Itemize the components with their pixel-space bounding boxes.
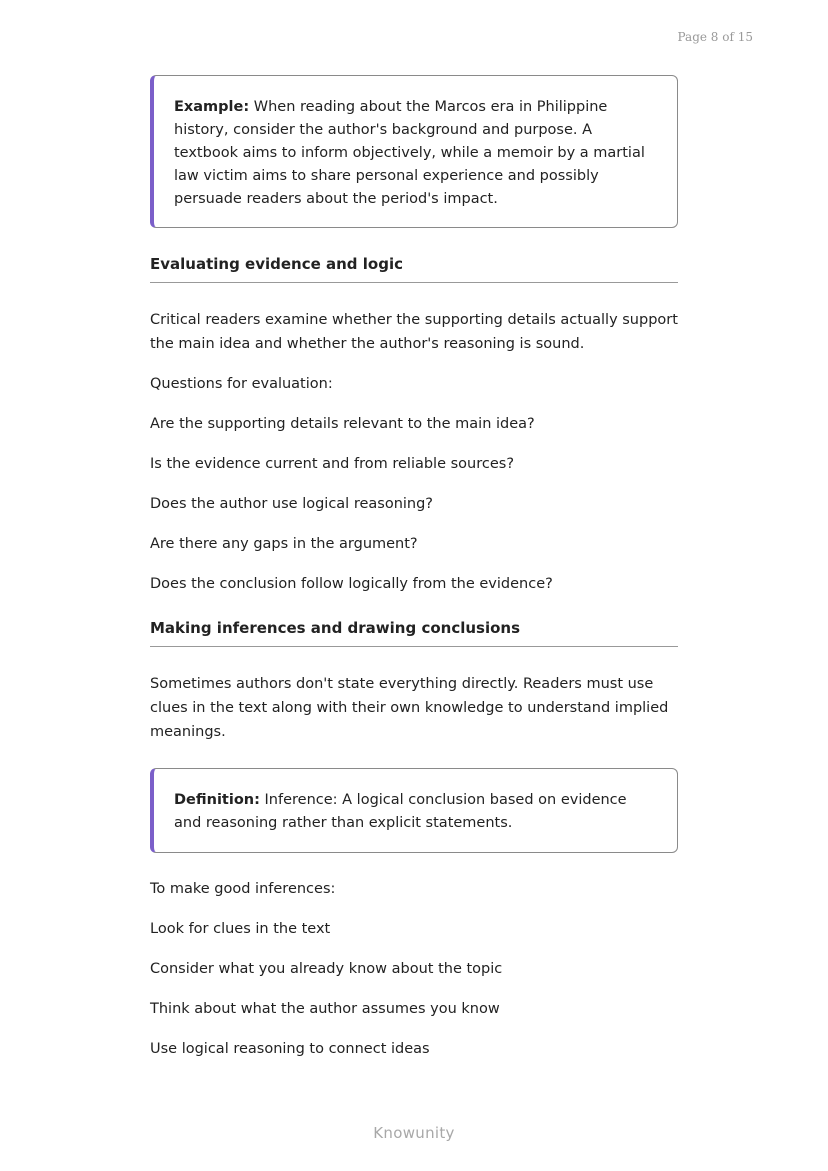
list-item: Is the evidence current and from reliable sources? bbox=[150, 456, 515, 472]
definition-label: Definition: bbox=[174, 792, 260, 808]
list-item: Use logical reasoning to connect ideas bbox=[150, 1041, 430, 1057]
list-item: Does the author use logical reasoning? bbox=[150, 496, 434, 512]
list-item: Are the supporting details relevant to the main idea? bbox=[150, 416, 535, 432]
example-label: Example: bbox=[174, 99, 250, 115]
section-heading-evaluating: Evaluating evidence and logic bbox=[150, 255, 678, 283]
example-callout bbox=[150, 75, 678, 228]
list-item: Does the conclusion follow logically from the evidence? bbox=[150, 576, 553, 592]
list-item: Think about what the author assumes you know bbox=[150, 1001, 500, 1017]
evaluating-intro: Critical readers examine whether the supporting details actually support the main idea and whether the author's reasoning is sound. bbox=[150, 312, 678, 352]
definition-callout bbox=[150, 768, 678, 853]
page-number: Page 8 of 15 bbox=[677, 30, 753, 44]
inferences-steps-label: To make good inferences: bbox=[150, 881, 336, 897]
section-heading-inferences: Making inferences and drawing conclusions bbox=[150, 619, 678, 647]
page-content bbox=[150, 75, 678, 1059]
questions-label: Questions for evaluation: bbox=[150, 376, 333, 392]
example-text: When reading about the Marcos era in Philippine history, consider the author's background and purpose. A textbook aims to inform objectively, while a memoir by a martial law victim aims to share personal experience and possibly persuade readers about the period's impact. bbox=[174, 99, 645, 207]
footer-brand: Knowunity bbox=[373, 1124, 455, 1142]
definition-text: Inference: A logical conclusion based on evidence and reasoning rather than explicit statements. bbox=[174, 792, 627, 831]
list-item: Are there any gaps in the argument? bbox=[150, 536, 418, 552]
list-item: Consider what you already know about the topic bbox=[150, 961, 503, 977]
inferences-intro: Sometimes authors don't state everything directly. Readers must use clues in the text along with their own knowledge to understand implied meanings. bbox=[150, 676, 669, 740]
list-item: Look for clues in the text bbox=[150, 921, 331, 937]
